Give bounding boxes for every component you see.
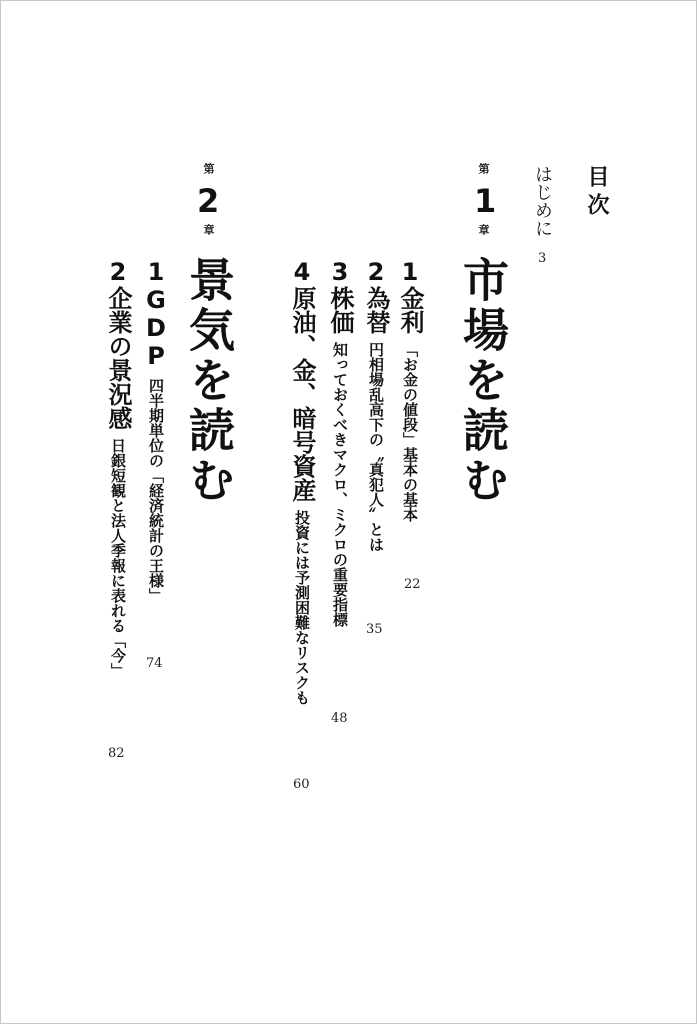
ch2-section-1-page: 74 [146, 656, 163, 671]
chapter-1-title: 市場を読む [456, 256, 510, 506]
section-title: 金利 [396, 286, 424, 334]
section-subtitle: 「お金の値段」基本の基本 [401, 342, 419, 522]
ch1-section-3-page: 48 [331, 711, 348, 726]
ch1-section-2 [364, 258, 388, 552]
ch1-section-2-page: 35 [366, 622, 383, 637]
section-number: 4 [288, 258, 316, 286]
section-title: GDP [142, 286, 170, 370]
section-number: 1 [142, 258, 170, 286]
section-title: 原油、金、暗号資産 [288, 286, 316, 502]
section-number: 2 [104, 258, 132, 286]
chapter-1-number: 1 [474, 182, 497, 220]
section-subtitle: 知っておくべきマクロ、ミクロの重要指標 [331, 342, 349, 627]
ch2-section-2 [106, 258, 130, 678]
chapter-1-prefix: 第 [477, 163, 490, 174]
section-number: 1 [396, 258, 424, 286]
section-number: 2 [362, 258, 390, 286]
section-subtitle: 四半期単位の「経済統計の王様」 [147, 378, 165, 603]
intro-page: 3 [538, 251, 547, 266]
chapter-2-number: 2 [197, 182, 220, 220]
chapter-2-title: 景気を読む [182, 256, 236, 506]
chapter-2-prefix: 第 [202, 163, 215, 174]
ch1-section-1 [398, 258, 422, 522]
chapter-2-suffix: 章 [202, 224, 215, 235]
section-title: 為替 [362, 286, 390, 334]
ch2-section-2-page: 82 [108, 746, 125, 761]
ch1-section-3 [328, 258, 352, 627]
toc-title: 目次 [584, 165, 609, 221]
intro-label: はじめに [532, 165, 553, 237]
ch2-section-1 [144, 258, 168, 603]
ch1-section-1-page: 22 [404, 577, 421, 592]
ch1-section-4-page: 60 [293, 777, 310, 792]
section-subtitle: 日銀短観と法人季報に表れる「今」 [109, 438, 127, 678]
section-title: 企業の景況感 [104, 286, 132, 430]
section-subtitle: 円相場乱高下の〝真犯人〟とは [367, 342, 385, 552]
section-title: 株価 [326, 286, 354, 334]
section-number: 3 [326, 258, 354, 286]
ch1-section-4 [290, 258, 314, 705]
section-subtitle: 投資には予測困難なリスクも [293, 510, 311, 705]
chapter-1-suffix: 章 [477, 224, 490, 235]
